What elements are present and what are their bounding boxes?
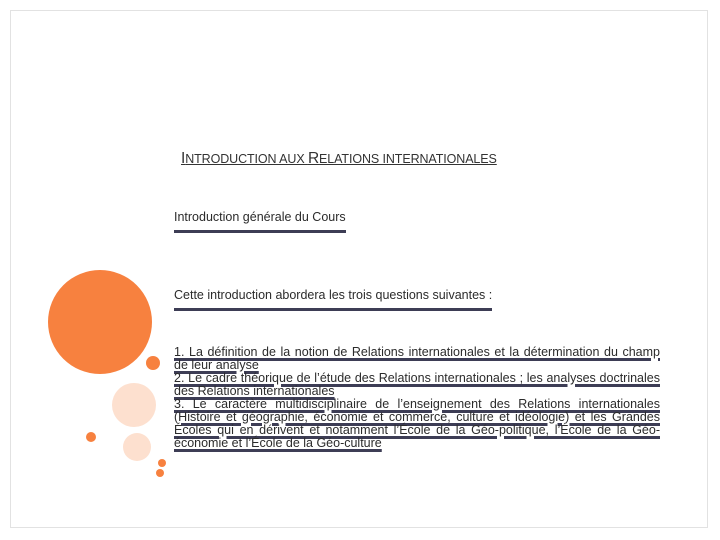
decorative-dot (158, 459, 166, 467)
decorative-dot (146, 356, 160, 370)
decorative-circle-light (112, 383, 156, 427)
course-subtitle: Introduction générale du Cours (174, 210, 346, 233)
slide-frame (10, 10, 708, 528)
decorative-circle-light-small (123, 433, 151, 461)
list-item: 2. Le cadre théorique de l’étude des Relations internationales ; les analyses doctrinales des Relations internationales (174, 371, 660, 398)
slide-title: INTRODUCTION AUX RELATIONS INTERNATIONALES (181, 150, 497, 167)
list-item: 3. Le caractère multidisciplinaire de l’enseignement des Relations internationales (Histoire et géographie, économie et commerce, culture et idéologie) et les Grandes Écoles qui en dérivent et notamment l’École de la Géo-politique, l’École de la Géo-économie et l’École de la Géo-culture (174, 397, 660, 450)
decorative-dot (86, 432, 96, 442)
questions-list (174, 346, 660, 450)
list-item: 1. La définition de la notion de Relations internationales et la détermination du champ de leur analyse (174, 345, 660, 372)
intro-sentence: Cette introduction abordera les trois questions suivantes : (174, 288, 492, 311)
decorative-dot (156, 469, 164, 477)
decorative-circle-large (48, 270, 152, 374)
